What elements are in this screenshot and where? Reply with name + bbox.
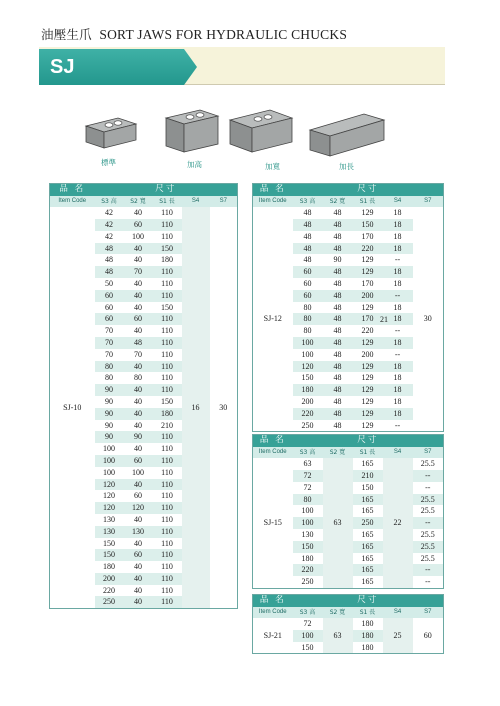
header-s4: S4 xyxy=(182,196,210,208)
header-product-name: 品 名 xyxy=(50,184,95,196)
jaw-standard-label: 標準 xyxy=(101,158,116,167)
s3-cell: 48 xyxy=(303,208,312,218)
item-code-cell: SJ-10 xyxy=(50,207,95,608)
s4-value-cell: -- xyxy=(413,564,444,576)
s4-value-cell: -- xyxy=(394,349,401,359)
header-s3: S3 高 xyxy=(293,196,323,208)
s2-cell: 80 xyxy=(134,373,142,383)
s4-value-cell: 18 xyxy=(383,384,413,396)
s1-cell: 110 xyxy=(153,502,182,514)
s2-cell: 60 xyxy=(134,491,142,501)
s2-cell: 90 xyxy=(333,255,342,265)
s2-cell: 40 xyxy=(134,279,142,289)
s3-cell: 100 xyxy=(301,506,314,516)
s1-cell: 180 xyxy=(361,642,374,652)
s2-cell: 40 xyxy=(124,243,153,255)
s2-cell: 48 xyxy=(323,361,353,373)
s1-cell: 129 xyxy=(353,384,383,396)
s1-cell: 165 xyxy=(361,553,374,563)
s1-cell: 165 xyxy=(361,506,374,516)
s1-cell: 150 xyxy=(161,397,173,407)
s2-cell: 40 xyxy=(134,444,142,454)
header-s4: S4 xyxy=(383,196,413,208)
header-s7: S7 xyxy=(413,447,444,459)
s1-cell: 165 xyxy=(361,577,374,587)
header-item-code: Item Code xyxy=(253,196,293,208)
s4-value-cell: 25.5 xyxy=(413,541,444,553)
s4-value-cell: 18 xyxy=(393,231,402,241)
s3-cell: 80 xyxy=(303,326,312,336)
header-s7: S7 xyxy=(210,196,238,208)
s2-cell: 48 xyxy=(333,208,342,218)
s4-merged-label: 21 xyxy=(380,315,388,324)
s3-cell: 100 xyxy=(293,630,323,642)
header-s2: S2 寬 xyxy=(323,196,353,208)
s3-cell: 250 xyxy=(95,596,124,608)
s1-cell: 150 xyxy=(161,302,173,312)
header-s1: S1 長 xyxy=(353,196,383,208)
s1-cell: 110 xyxy=(161,208,173,218)
s2-cell: 130 xyxy=(124,526,153,538)
s1-cell: 129 xyxy=(361,208,374,218)
s3-cell: 90 xyxy=(95,408,124,420)
s1-cell: 110 xyxy=(161,231,173,241)
s2-cell: 40 xyxy=(134,538,142,548)
spec-table-sj21 xyxy=(252,594,444,654)
s4-value-cell: -- xyxy=(394,326,401,336)
s3-cell: 120 xyxy=(103,491,115,501)
header-s3: S3 高 xyxy=(293,447,323,459)
s3-cell: 220 xyxy=(103,585,115,595)
s2-cell: 48 xyxy=(323,337,353,349)
s2-cell: 40 xyxy=(134,562,142,572)
s2-cell: 48 xyxy=(333,420,342,430)
s4-value-cell: -- xyxy=(394,420,401,430)
s2-cell: 40 xyxy=(134,326,142,336)
s3-cell: 48 xyxy=(303,231,312,241)
s1-cell: 110 xyxy=(153,219,182,231)
s3-cell: 180 xyxy=(293,384,323,396)
jaw-tall-illustration xyxy=(160,104,224,156)
s1-cell: 129 xyxy=(353,361,383,373)
title-english: SORT JAWS FOR HYDRAULIC CHUCKS xyxy=(99,27,348,42)
table-row xyxy=(50,207,238,219)
s3-cell: 70 xyxy=(105,349,113,359)
s1-cell: 110 xyxy=(153,526,182,538)
s4-value-cell: 18 xyxy=(393,373,402,383)
s4-value-cell: 18 xyxy=(393,208,402,218)
s1-cell: 165 xyxy=(361,459,374,469)
s3-cell: 150 xyxy=(95,549,124,561)
s1-cell: 150 xyxy=(361,482,374,492)
s3-cell: 90 xyxy=(105,420,113,430)
s2-cell: 48 xyxy=(333,302,342,312)
s3-cell: 72 xyxy=(303,482,312,492)
header-s2: S2 寬 xyxy=(323,447,353,459)
header-dimensions: 尺寸 xyxy=(293,184,444,196)
s3-cell: 250 xyxy=(301,577,314,587)
section-badge-label: SJ xyxy=(50,56,75,78)
s3-cell: 120 xyxy=(95,479,124,491)
header-s2: S2 寬 xyxy=(124,196,153,208)
s2-cell: 40 xyxy=(124,573,153,585)
s2-cell: 48 xyxy=(333,279,342,289)
title-chinese: 油壓生爪 xyxy=(41,27,92,42)
s2-cell: 48 xyxy=(323,266,353,278)
s4-value-cell: -- xyxy=(413,470,444,482)
s1-cell: 110 xyxy=(161,373,173,383)
s1-cell: 129 xyxy=(353,337,383,349)
s1-cell: 110 xyxy=(153,266,182,278)
s1-cell: 220 xyxy=(361,326,374,336)
s4-value-cell: -- xyxy=(383,290,413,302)
s3-cell: 100 xyxy=(293,337,323,349)
s1-cell: 220 xyxy=(353,243,383,255)
s7-cell: 60 xyxy=(423,630,432,640)
s2-cell: 48 xyxy=(323,290,353,302)
s3-cell: 120 xyxy=(293,361,323,373)
item-code-cell: SJ-21 xyxy=(253,618,293,654)
jaw-long-illustration xyxy=(306,108,388,160)
table-row xyxy=(253,207,444,219)
s3-cell: 50 xyxy=(105,279,113,289)
s4-value-cell: -- xyxy=(413,517,444,529)
s4-value-cell: 18 xyxy=(383,219,413,231)
s3-cell: 42 xyxy=(105,231,113,241)
s1-cell: 129 xyxy=(361,420,374,430)
s2-cell: 48 xyxy=(323,384,353,396)
s2-cell: 40 xyxy=(124,361,153,373)
s3-cell: 120 xyxy=(95,502,124,514)
s1-cell: 110 xyxy=(161,326,173,336)
s1-cell: 180 xyxy=(361,619,374,629)
header-dimensions: 尺寸 xyxy=(293,595,444,607)
s1-cell: 129 xyxy=(353,266,383,278)
s2-cell: 40 xyxy=(134,302,142,312)
spec-table-sj10 xyxy=(49,183,238,609)
s4-value-cell: 18 xyxy=(383,361,413,373)
jaw-standard-illustration xyxy=(80,112,140,152)
s1-cell: 165 xyxy=(361,530,374,540)
spec-table-sj12 xyxy=(252,183,444,432)
s1-cell: 110 xyxy=(161,585,173,595)
s3-cell: 80 xyxy=(95,361,124,373)
s1-cell: 129 xyxy=(361,397,374,407)
jaw-long-label: 加長 xyxy=(339,162,354,171)
s4-value-cell: 18 xyxy=(383,337,413,349)
s1-cell: 129 xyxy=(361,255,374,265)
s1-cell: 110 xyxy=(153,431,182,443)
s2-cell: 40 xyxy=(124,408,153,420)
s4-cell: 22 xyxy=(383,458,413,588)
s1-cell: 110 xyxy=(153,455,182,467)
s1-cell: 110 xyxy=(153,384,182,396)
s3-cell: 250 xyxy=(301,420,314,430)
s4-value-cell: 25.5 xyxy=(420,530,435,540)
s2-cell: 48 xyxy=(323,408,353,420)
s3-cell: 72 xyxy=(293,470,323,482)
header-product-name: 品 名 xyxy=(253,435,293,447)
s2-cell: 100 xyxy=(132,231,144,241)
s3-cell: 90 xyxy=(105,397,113,407)
s4-value-cell: -- xyxy=(425,482,431,492)
page-title xyxy=(41,25,347,43)
s3-cell: 180 xyxy=(103,562,115,572)
s2-cell: 60 xyxy=(124,549,153,561)
s3-cell: 150 xyxy=(301,373,314,383)
header-item-code: Item Code xyxy=(50,196,95,208)
s1-cell: 110 xyxy=(161,491,173,501)
s2-cell: 40 xyxy=(134,585,142,595)
s2-cell: 40 xyxy=(134,515,142,524)
s1-cell: 150 xyxy=(153,243,182,255)
s2-cell: 40 xyxy=(134,208,142,218)
s2-cell: 40 xyxy=(134,397,142,407)
s3-cell: 48 xyxy=(293,243,323,255)
s2-cell: 40 xyxy=(124,290,153,302)
s4-value-cell: -- xyxy=(394,255,401,265)
s2-cell: 90 xyxy=(124,431,153,443)
s3-cell: 80 xyxy=(105,373,113,383)
s3-cell: 60 xyxy=(95,290,124,302)
s4-value-cell: 25.5 xyxy=(420,553,435,563)
s2-cell: 48 xyxy=(333,231,342,241)
jaw-tall-label: 加高 xyxy=(187,160,202,169)
s3-cell: 130 xyxy=(301,530,314,540)
header-product-name: 品 名 xyxy=(253,595,293,607)
s3-cell: 42 xyxy=(105,208,113,218)
s4-value-cell: 25.5 xyxy=(413,494,444,506)
s3-cell: 100 xyxy=(95,455,124,467)
s2-cell: 63 xyxy=(323,458,353,588)
s3-cell: 130 xyxy=(103,515,115,524)
s3-cell: 130 xyxy=(95,526,124,538)
header-s7: S7 xyxy=(413,196,444,208)
s1-cell: 180 xyxy=(353,630,383,642)
s3-cell: 60 xyxy=(293,266,323,278)
s3-cell: 220 xyxy=(293,408,323,420)
s1-cell: 150 xyxy=(353,219,383,231)
header-s7: S7 xyxy=(413,607,444,619)
s4-value-cell: 18 xyxy=(383,266,413,278)
s1-cell: 110 xyxy=(153,596,182,608)
s7-cell: 30 xyxy=(423,314,432,324)
s4-value-cell: 25.5 xyxy=(420,459,435,469)
s1-cell: 110 xyxy=(161,515,173,524)
s2-cell: 48 xyxy=(333,349,342,359)
s2-cell: 40 xyxy=(134,420,142,430)
s1-cell: 110 xyxy=(161,279,173,289)
s1-cell: 165 xyxy=(353,564,383,576)
s1-cell: 170 xyxy=(361,231,374,241)
header-s1: S1 長 xyxy=(353,447,383,459)
header-s3: S3 高 xyxy=(95,196,124,208)
s2-cell: 60 xyxy=(124,219,153,231)
s3-cell: 100 xyxy=(293,517,323,529)
s3-cell: 90 xyxy=(95,431,124,443)
item-code-cell: SJ-12 xyxy=(253,207,293,431)
s1-cell: 110 xyxy=(153,290,182,302)
s3-cell: 48 xyxy=(105,255,113,265)
s1-cell: 200 xyxy=(353,290,383,302)
s1-cell: 200 xyxy=(361,349,374,359)
s1-cell: 110 xyxy=(153,573,182,585)
s1-cell: 129 xyxy=(361,302,374,312)
s1-cell: 210 xyxy=(353,470,383,482)
s1-cell: 110 xyxy=(153,479,182,491)
spec-table-sj15 xyxy=(252,434,444,589)
s3-cell: 48 xyxy=(303,255,312,265)
s1-cell: 110 xyxy=(161,444,173,454)
s3-cell: 180 xyxy=(301,553,314,563)
s1-cell: 210 xyxy=(161,420,173,430)
s3-cell: 150 xyxy=(293,541,323,553)
s4-value-cell: 18 xyxy=(393,279,402,289)
s4-value-cell: 25.5 xyxy=(420,506,435,516)
s2-cell: 40 xyxy=(124,479,153,491)
s1-cell: 165 xyxy=(353,494,383,506)
s3-cell: 60 xyxy=(105,302,113,312)
s3-cell: 100 xyxy=(301,349,314,359)
s1-cell: 129 xyxy=(353,408,383,420)
s2-cell: 48 xyxy=(333,397,342,407)
header-dimensions: 尺寸 xyxy=(293,435,444,447)
s3-cell: 72 xyxy=(303,619,312,629)
item-code-cell: SJ-15 xyxy=(253,458,293,588)
s2-cell: 63 xyxy=(323,618,353,654)
s3-cell: 60 xyxy=(303,279,312,289)
s1-cell: 180 xyxy=(153,408,182,420)
s1-cell: 110 xyxy=(161,349,173,359)
s1-cell: 170 xyxy=(353,313,383,325)
s3-cell: 220 xyxy=(293,564,323,576)
s1-cell: 110 xyxy=(153,549,182,561)
s2-cell: 48 xyxy=(323,243,353,255)
s3-cell: 150 xyxy=(103,538,115,548)
s3-cell: 100 xyxy=(103,467,115,477)
s3-cell: 80 xyxy=(293,494,323,506)
jaw-wide-label: 加寬 xyxy=(265,162,280,171)
s4-value-cell: 18 xyxy=(393,397,402,407)
s3-cell: 63 xyxy=(303,459,312,469)
header-s3: S3 高 xyxy=(293,607,323,619)
s2-cell: 60 xyxy=(124,455,153,467)
s2-cell: 48 xyxy=(323,219,353,231)
s1-cell: 110 xyxy=(161,562,173,572)
s3-cell: 80 xyxy=(303,302,312,312)
s7-cell: 30 xyxy=(219,402,228,412)
s2-cell: 48 xyxy=(323,313,353,325)
header-s4: S4 xyxy=(383,607,413,619)
s3-cell: 100 xyxy=(103,444,115,454)
header-s1: S1 長 xyxy=(153,196,182,208)
s1-cell: 180 xyxy=(161,255,173,265)
s4-value-cell: -- xyxy=(425,577,431,587)
table-row xyxy=(253,618,444,630)
s1-cell: 110 xyxy=(153,361,182,373)
s2-cell: 48 xyxy=(124,337,153,349)
s3-cell: 60 xyxy=(95,313,124,325)
s2-cell: 60 xyxy=(124,313,153,325)
s1-cell: 110 xyxy=(161,538,173,548)
s3-cell: 150 xyxy=(301,642,314,652)
s4-cell: 16 xyxy=(182,207,210,608)
s2-cell: 70 xyxy=(124,266,153,278)
table-row xyxy=(253,458,444,470)
s1-cell: 110 xyxy=(161,467,173,477)
s1-cell: 165 xyxy=(353,541,383,553)
s1-cell: 129 xyxy=(361,373,374,383)
s3-cell: 48 xyxy=(95,266,124,278)
jaw-wide-illustration xyxy=(226,104,296,156)
s2-cell: 40 xyxy=(124,384,153,396)
s3-cell: 80 xyxy=(293,313,323,325)
s4-value-cell: 18 xyxy=(383,408,413,420)
s3-cell: 70 xyxy=(105,326,113,336)
s1-cell: 110 xyxy=(153,337,182,349)
s2-cell: 48 xyxy=(333,373,342,383)
s3-cell: 200 xyxy=(95,573,124,585)
s1-cell: 170 xyxy=(361,279,374,289)
s3-cell: 48 xyxy=(293,219,323,231)
s3-cell: 90 xyxy=(95,384,124,396)
s2-cell: 100 xyxy=(132,467,144,477)
s2-cell: 40 xyxy=(134,255,142,265)
s2-cell: 120 xyxy=(124,502,153,514)
s3-cell: 70 xyxy=(95,337,124,349)
header-product-name: 品 名 xyxy=(253,184,293,196)
header-item-code: Item Code xyxy=(253,607,293,619)
s4-cell: 25 xyxy=(383,618,413,654)
s4-value-cell: 18 xyxy=(383,243,413,255)
s3-cell: 60 xyxy=(293,290,323,302)
s2-cell: 40 xyxy=(124,596,153,608)
header-dimensions: 尺寸 xyxy=(95,184,238,196)
s3-cell: 42 xyxy=(95,219,124,231)
s2-cell: 48 xyxy=(333,326,342,336)
s4-value-cell: 18 xyxy=(383,313,413,325)
header-s4: S4 xyxy=(383,447,413,459)
s3-cell: 200 xyxy=(301,397,314,407)
header-item-code: Item Code xyxy=(253,447,293,459)
s3-cell: 48 xyxy=(95,243,124,255)
s1-cell: 110 xyxy=(153,313,182,325)
s1-cell: 250 xyxy=(353,517,383,529)
s4-value-cell: 18 xyxy=(393,302,402,312)
header-s1: S1 長 xyxy=(353,607,383,619)
s2-cell: 70 xyxy=(134,349,142,359)
header-s2: S2 寬 xyxy=(323,607,353,619)
